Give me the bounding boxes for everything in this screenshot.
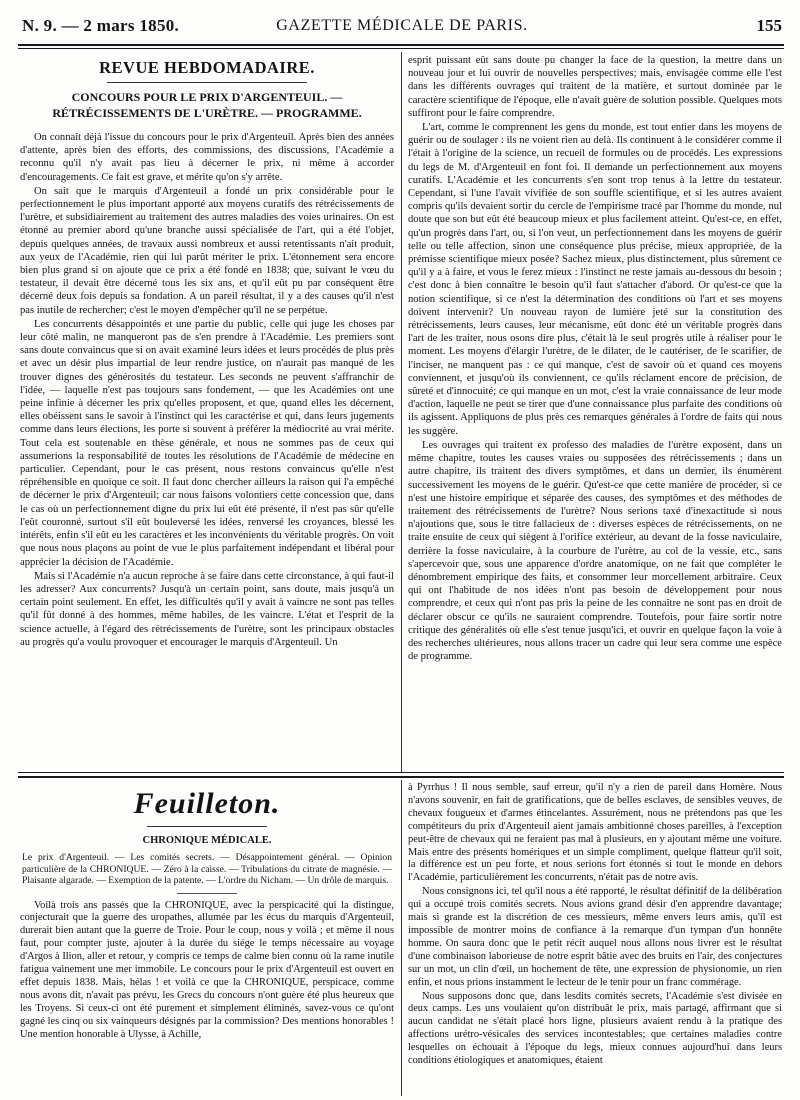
paragraph: Les concurrents désappointés et une partie du public, celle qui juge les choses par leur côté malin, ne manqueront pas de s'en prendre à l'Académie. Les premiers sont sans doute convaincus que si on avait examiné leurs idées et leurs procédés de plus près et avec un désir plus impartial de leur rendre justice, on n'aurait pas manqué de les trouver dignes des générosités du testateur. Les seconds ne peuvent s'affranchir de l'idée, — laquelle n'est pas toujours sans fondement, — que les Académies ont une peine infinie à décerner les prix qu'elles proposent, et que, quand elles les décernent, elles obéissent sans le savoir à l'instinct qui les caractérise et qui, dans leurs jugements comme dans leurs élections, les porte si souvent à préférer la médiocrité au vrai mérite. Tout cela est soutenable en thèse générale, et nous ne sommes pas de ceux qui assumerions la responsabilité de toutes les résolutions de l'Académie de médecine en particulier. Cependant, pour le cas présent, nous restons convaincus qu'elle n'est répréhensible en quoique ce soit. Il faut donc chercher ailleurs la raison qui l'a empêché de décerner le prix d'Argenteuil; car nous faisons volontiers cette concession que, dans le cas où un perfectionnement digne du prix lui eût été présenté, il n'est pas sûr qu'elle l'eût couronné, surtout s'il eût bouleversé les idées, renversé les croyances, blessé les intérêts, enfin s'il eût eu les caractères et les inconvénients du véritable progrès. On voit que nous nous plaçons au point de vue le plus parfaitement indépendant et libéral pour apprécier la décision de l'Académie. (20, 318, 394, 568)
paragraph: L'art, comme le comprennent les gens du monde, est tout entier dans les moyens de guérir ou de soulager : ils ne voient rien au delà. Ils continuent à le considérer comme il l'était à l'origine de la science, un recueil de formules ou de procédés. Les expressions du legs de M. d'Argenteuil en font foi. Il demande un perfectionnement aux moyens curatifs. L'Académie et les concurrents s'en sont trop tenus à la lettre du testateur. Cependant, si l'une l'avait vivifiée de son souffle scientifique, et si les autres avaient compris qu'ils devaient sortir du cercle de l'empirisme tracé par l'homme du monde, nul doute que son but eût été beaucoup mieux et plus facilement atteint. Qu'est-ce, en effet, qu'un progrès dans l'art, ou, si l'on veut, un perfectionnement dans les moyens de guérir telle ou telle affection, sinon une conséquence plus précise, mieux appropriée, de la prémisse scientifique mieux posée? Sachez mieux, plus distinctement, plus sûrement ce qu'il y a à faire, et vous le ferez mieux : l'instinct ne reste jamais au-dessous du besoin ; c'est donc à bien connaître le besoin qu'il faut s'attacher d'abord. Or qu'est-ce que la notion scientifique, si ce n'est la détermination des conditions où l'art et ses moyens doivent intervenir? Un nouveau rayon de lumière jeté sur la constitution des rétrécissements, leurs causes, leur mécanisme, eût donc été un véritable progrès dans l'art de les traiter, nous osons dire plus, c'était là le seul progrès utile à réaliser pour le moment. Les moyens d'élargir l'urètre, de le dilater, de le cautériser, de le scarifier, de l'inciser, ne manquent pas : ce qui manque, c'est de savoir où et quand ces moyens conviennent, et jusqu'où ils conviennent, ce qu'ils réclament encore de précision, de sûreté et d'innocuité; ce qui manque en un mot, c'est la vraie connaissance de leur mode d'action, laquelle ne peut se tirer que d'une connaissance plus parfaite des conditions où ils agissent. Appliquons de plus près ces remarques générales à l'ordre de faits qui nous les suggère. (408, 122, 782, 437)
revue-left-body (20, 131, 394, 649)
revue-right-body (408, 54, 782, 663)
header-rule (18, 44, 784, 46)
issue-number-date: N. 9. — 2 mars 1850. (22, 16, 180, 35)
newspaper-title: GAZETTE MÉDICALE DE PARIS. (276, 17, 528, 34)
feuilleton-separator-thick (18, 776, 784, 778)
revue-subtitle: CONCOURS POUR LE PRIX D'ARGENTEUIL. — RÉTRÉCISSEMENTS DE L'URÈTRE. — PROGRAMME. (52, 90, 362, 120)
column-divider (401, 52, 402, 772)
feuilleton-left-body (20, 900, 394, 1042)
paragraph: Voilà trois ans passés que la CHRONIQUE, avec la perspicacité qui la distingue, conjecturait que la guerre des uropathes, allumée par les écus du marquis d'Argenteuil, durerait bien autant que la guerre de Troie. Pour le coup, nous y voilà ; et même il nous faut, pour compter juste, ajouter à la durée du siége le temps nécessaire au voyage d'Argos à Ilion, aller et retour, y compris ce temps de calme bien connu où la rame inutile fatigua vainement une mer immobile. Le concours pour le prix d'Argenteuil est ouvert en effet depuis 1838. Mais, hélas ! et voilà ce que la CHRONIQUE, perspicace, comme nous avons dit, n'avait pas prévu, les Grecs du concours n'ont guère été plus heureux que les Troyens. Si ceux-ci ont été purement et simplement éliminés, savez-vous ce qu'ont gagné les cinq ou six vainqueurs désignés par la commission? Des mentions honorables ! Une mention honorable à Ulysse, à Achille, (20, 899, 394, 1040)
paragraph: Nous supposons donc que, dans lesdits comités secrets, l'Académie s'est divisée en deux camps. Les uns voulaient qu'on distribuât le prix, mais partagé, affirmant que si aucun candidat ne s'était placé hors ligne, plusieurs avaient rendu à la pratique des affections urétro-vésicales des services incontestables; que certaines maladies contre lesquelles on échouait à l'époque du legs, mieux connues aujourd'hui dans leurs conditions étiologiques et anatomiques, étaient (408, 990, 782, 1067)
chronique-summary: Le prix d'Argenteuil. — Les comités secrets. — Désappointement général. — Opinion particulière de la CHRONIQUE. — Zéro à la caisse. — Tribulations du citrate de magnésie. — Plaisante algarade. — Exemption de la patente. — L'ordre du Nicham. — Un drôle de marquis. (22, 852, 392, 886)
paragraph: On sait que le marquis d'Argenteuil a fondé un prix considérable pour le perfectionnement le plus important apporté aux moyens curatifs des rétrécissements de l'urètre, et subsidiairement au traitement des autres maladies des voies urinaires. On est étonné au premier abord qu'une branche aussi spécialisée de l'art, qui a été l'objet, depuis quelques années, de travaux aussi nombreux et aussi retentissants n'ait produit, aux yeux de l'Académie, rien qui lui parût mériter le prix. L'étonnement sera encore bien plus grand si on ajoute que ce prix a été fondé en 1838; que, suivant le vœu du testateur, il devait être décerné tous les six ans, et qu'il eût pu par conséquent être décerné deux fois depuis sa fondation. A un pareil résultat, il y a des causes qu'il n'est pas inutile de rechercher; c'est le moyen d'empêcher qu'il ne se perpétue. (20, 185, 394, 316)
paragraph: esprit puissant eût sans doute pu changer la face de la question, la mettre dans un nouveau jour et lui ouvrir de nouvelles perspectives; mais, envisagée comme elle l'est dans les différents ouvrages qui traitent de la matière, et surtout dominée par le caractère scientifique de l'époque, elle n'avait guère de solution possible. Quelques mots suffiront pour le faire comprendre. (408, 55, 782, 119)
paragraph: Les ouvrages qui traitent ex professo des maladies de l'urètre exposent, dans un même chapitre, toutes les causes vraies ou supposées des rétrécissements ; dans un autre chapitre, ils traitent des divers symptômes, et dans un dernier, ils énumèrent successivement les moyens de le guérir. Qu'est-ce que cette manière de procéder, si ce n'est une histoire empirique et séparée des causes, des symptômes et des méthodes de traitement des rétrécissements de l'urètre? Nous serions taxé d'inexactitude si nous n'ajoutions que, sous le titre fallacieux de : diverses espèces de rétrécissements, on ne traite ensuite de ceux qui siègent à l'orifice extérieur, au devant de la fosse naviculaire, derrière la fosse naviculaire, à la courbure de l'urètre, au col de la vessie, etc., sans s'apercevoir que, sous une apparence d'ordre anatomique, on ne fait que compléter le dénombrement empirique des faits, et consommer leur morcellement arbitraire. Ceux qui ont l'habitude de nos idées n'ont pas besoin de développement pour nous comprendre, et ceux qui n'ont pas pris la peine de les connaître ne sont pas en droit de déclarer obscur ce qu'ils ne sauraient comprendre. Toutefois, pour faire sortir notre critique des généralités où elle s'est tenue jusqu'ici, et ouvrir en quelque façon la voie à des recherches ultérieures, nous allons tracer un cadre qui leur sera comme une espèce de programme. (408, 439, 782, 663)
feuilleton-right-column (408, 782, 782, 1094)
feuilleton-left-column (20, 782, 394, 1094)
header-rule-thin (18, 48, 784, 49)
feuilleton-column-divider (401, 780, 402, 1096)
paragraph: Nous consignons ici, tel qu'il nous a été rapporté, le résultat définitif de la délibération qui a occupé trois comités secrets. Nous avions grand désir d'en apprendre davantage; mais si grande est la discrétion de ces messieurs, même envers leurs amis, qu'il est impossible de montrer moins de confiance à la remarque d'un tympan d'un honnête homme. On saura donc que le petit récit auquel nous allons nous livrer est le résultat d'une combinaison laborieuse de notre esprit bâtie avec des bruits en l'air, des conjectures sur un mot, un clin d'œil, un hochement de tête, une expression de physionomie, un rien enfin, et nous prions instamment le lecteur de le tenir pour un franc commérage. (408, 886, 782, 988)
feuilleton-right-body (408, 782, 782, 1068)
revue-title: REVUE HEBDOMADAIRE. (99, 58, 315, 77)
page-number: 155 (756, 16, 782, 35)
chronique-heading: CHRONIQUE MÉDICALE. (142, 835, 272, 846)
feuilleton-separator (18, 772, 784, 773)
summary-rule (177, 893, 237, 894)
revue-left-column (20, 54, 394, 769)
feuilleton-title: Feuilleton. (133, 787, 281, 820)
paragraph: à Pyrrhus ! Il nous semble, sauf erreur, qu'il n'y a rien de pareil dans Homère. Nous n'avons souvenir, en fait de gratifications, que de belles esclaves, de sensibles veuves, de chevaux fougueux et d'armes étincelantes. Assurément, nous ne prétendons pas que les compétiteurs du prix d'Argenteuil aient jamais ambitionné choses pareilles, à l'exception peut-être de chevaux qui ne feraient pas mal à plusieurs, en y ajoutant même une voiture. Mais entre des présents homériques et un simple compliment, quelque flatteur qu'il soit, la différence est un peu forte, et nous serions fort étonnés si tout le monde en dehors l'Académie, particulièrement les concurrents, n'était pas de notre avis. (408, 782, 782, 884)
paragraph: On connaît déjà l'issue du concours pour le prix d'Argenteuil. Après bien des années d'attente, après bien des efforts, des commissions, des discussions, l'Académie a reconnu qu'il n'y avait pas lieu à décerner le prix, ni même à accorder d'encouragements. Ce fait est grave, et mérite qu'on s'y arrête. (20, 132, 394, 183)
paragraph: Mais si l'Académie n'a aucun reproche à se faire dans cette circonstance, à qui faut-il les adresser? Aux concurrents? Jusqu'à un certain point, sans doute, mais jusqu'à un certain point seulement. En effet, les difficultés qu'il y avait à vaincre ne sont pas telles qu'il fût donné à des hommes, même habiles, de les vaincre. L'état et l'esprit de la science actuelle, à l'égard des rétrécissements de l'urètre, sont les principaux obstacles au progrès qu'a voulu provoquer et encourager le marquis d'Argenteuil. Un (20, 570, 394, 648)
revue-right-column (408, 54, 782, 769)
revue-title-rule (107, 82, 307, 83)
feuilleton-title-rule (147, 826, 267, 827)
masthead (22, 16, 782, 42)
